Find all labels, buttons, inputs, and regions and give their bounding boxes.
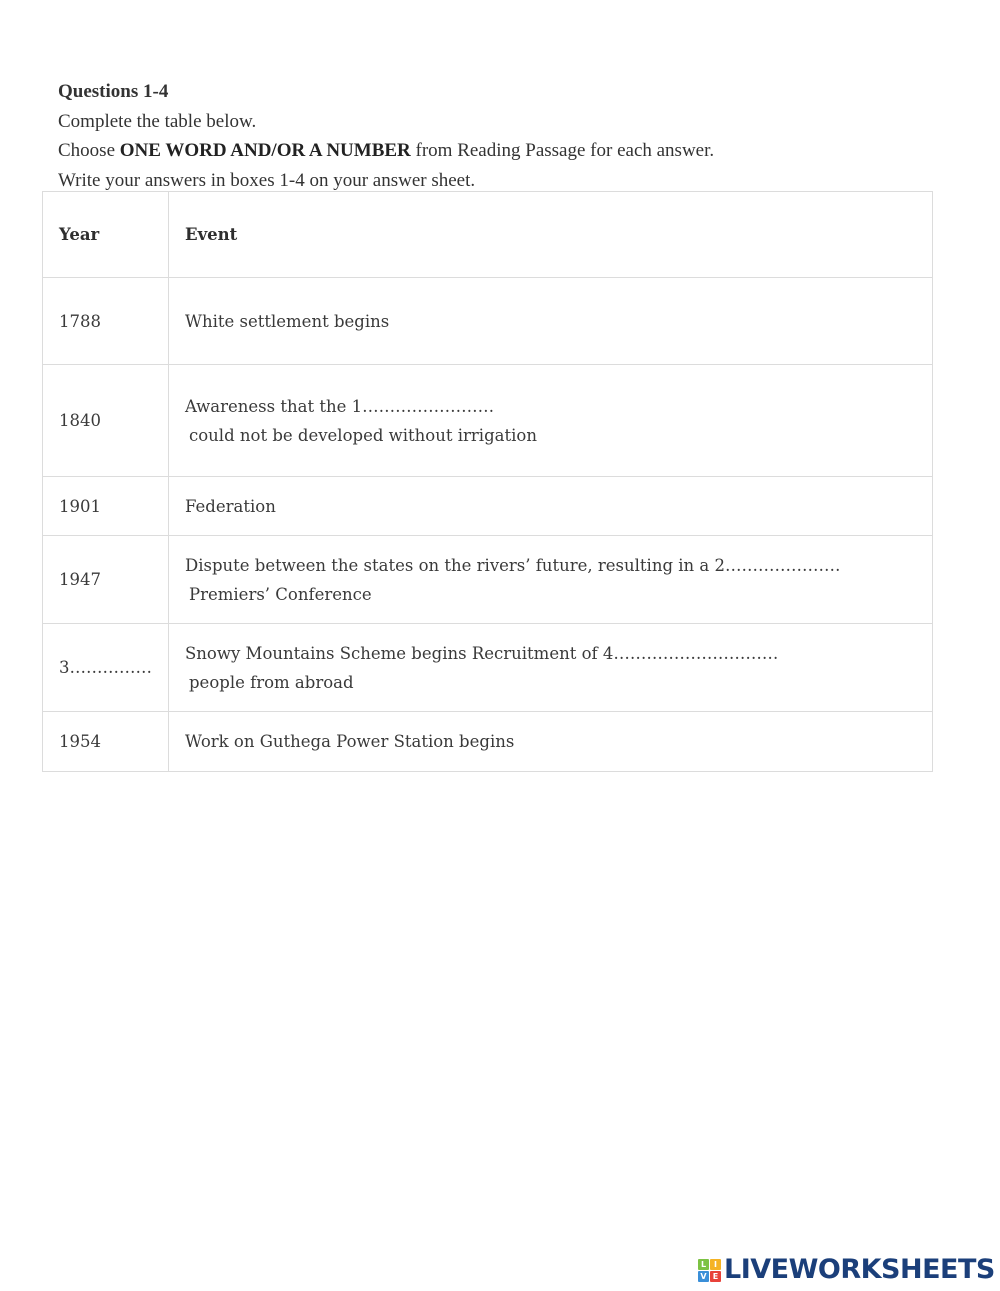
instructions	[58, 77, 714, 195]
instruction-line-2-bold: ONE WORD AND/OR A NUMBER	[119, 140, 411, 161]
event-cell	[169, 278, 933, 365]
table-header-row	[43, 192, 933, 278]
event-text: Federation	[185, 496, 276, 516]
event-text-continued: people from abroad	[189, 672, 354, 692]
table-row	[43, 624, 933, 712]
table-row	[43, 712, 933, 772]
event-text: Dispute between the states on the rivers’ future, resulting in a 2…………………	[185, 555, 841, 575]
event-text: Work on Guthega Power Station begins	[185, 732, 515, 751]
year-cell: 1954	[43, 712, 169, 772]
event-cell	[169, 712, 933, 772]
table-row	[43, 536, 933, 624]
instruction-line-2-prefix: Choose	[58, 140, 120, 161]
liveworksheets-logo	[698, 1254, 995, 1285]
table-row	[43, 278, 933, 365]
event-text-continued: Premiers’ Conference	[189, 584, 372, 604]
logo-tile-e: E	[710, 1271, 721, 1282]
year-cell: 1901	[43, 477, 169, 536]
event-text: White settlement begins	[185, 311, 390, 331]
table-row	[43, 477, 933, 536]
event-text: Snowy Mountains Scheme begins Recruitment of 4…………………………	[185, 643, 779, 663]
logo-tile-i: I	[710, 1259, 721, 1270]
event-text-continued: could not be developed without irrigation	[189, 425, 537, 445]
event-cell	[169, 624, 933, 712]
header-year: Year	[43, 192, 169, 278]
logo-tile-v: V	[698, 1271, 709, 1282]
event-text: Awareness that the 1……………………	[185, 396, 495, 416]
header-event: Event	[169, 192, 933, 278]
instruction-line-2-suffix: from Reading Passage for each answer.	[410, 140, 715, 161]
logo-tiles-icon	[698, 1259, 721, 1282]
questions-title: Questions 1-4	[58, 81, 169, 102]
logo-tile-l: L	[698, 1259, 709, 1270]
year-cell: 1840	[43, 365, 169, 477]
year-cell: 3……………	[43, 624, 169, 712]
year-cell: 1788	[43, 278, 169, 365]
event-cell	[169, 477, 933, 536]
event-cell	[169, 536, 933, 624]
instruction-line-1: Complete the table below.	[58, 110, 257, 132]
table-row	[43, 365, 933, 477]
instruction-line-2	[58, 136, 714, 166]
year-cell: 1947	[43, 536, 169, 624]
logo-wordmark: LIVEWORKSHEETS	[724, 1254, 995, 1285]
instruction-line-3: Write your answers in boxes 1-4 on your answer sheet.	[58, 169, 476, 191]
event-cell	[169, 365, 933, 477]
timeline-table	[42, 191, 933, 772]
